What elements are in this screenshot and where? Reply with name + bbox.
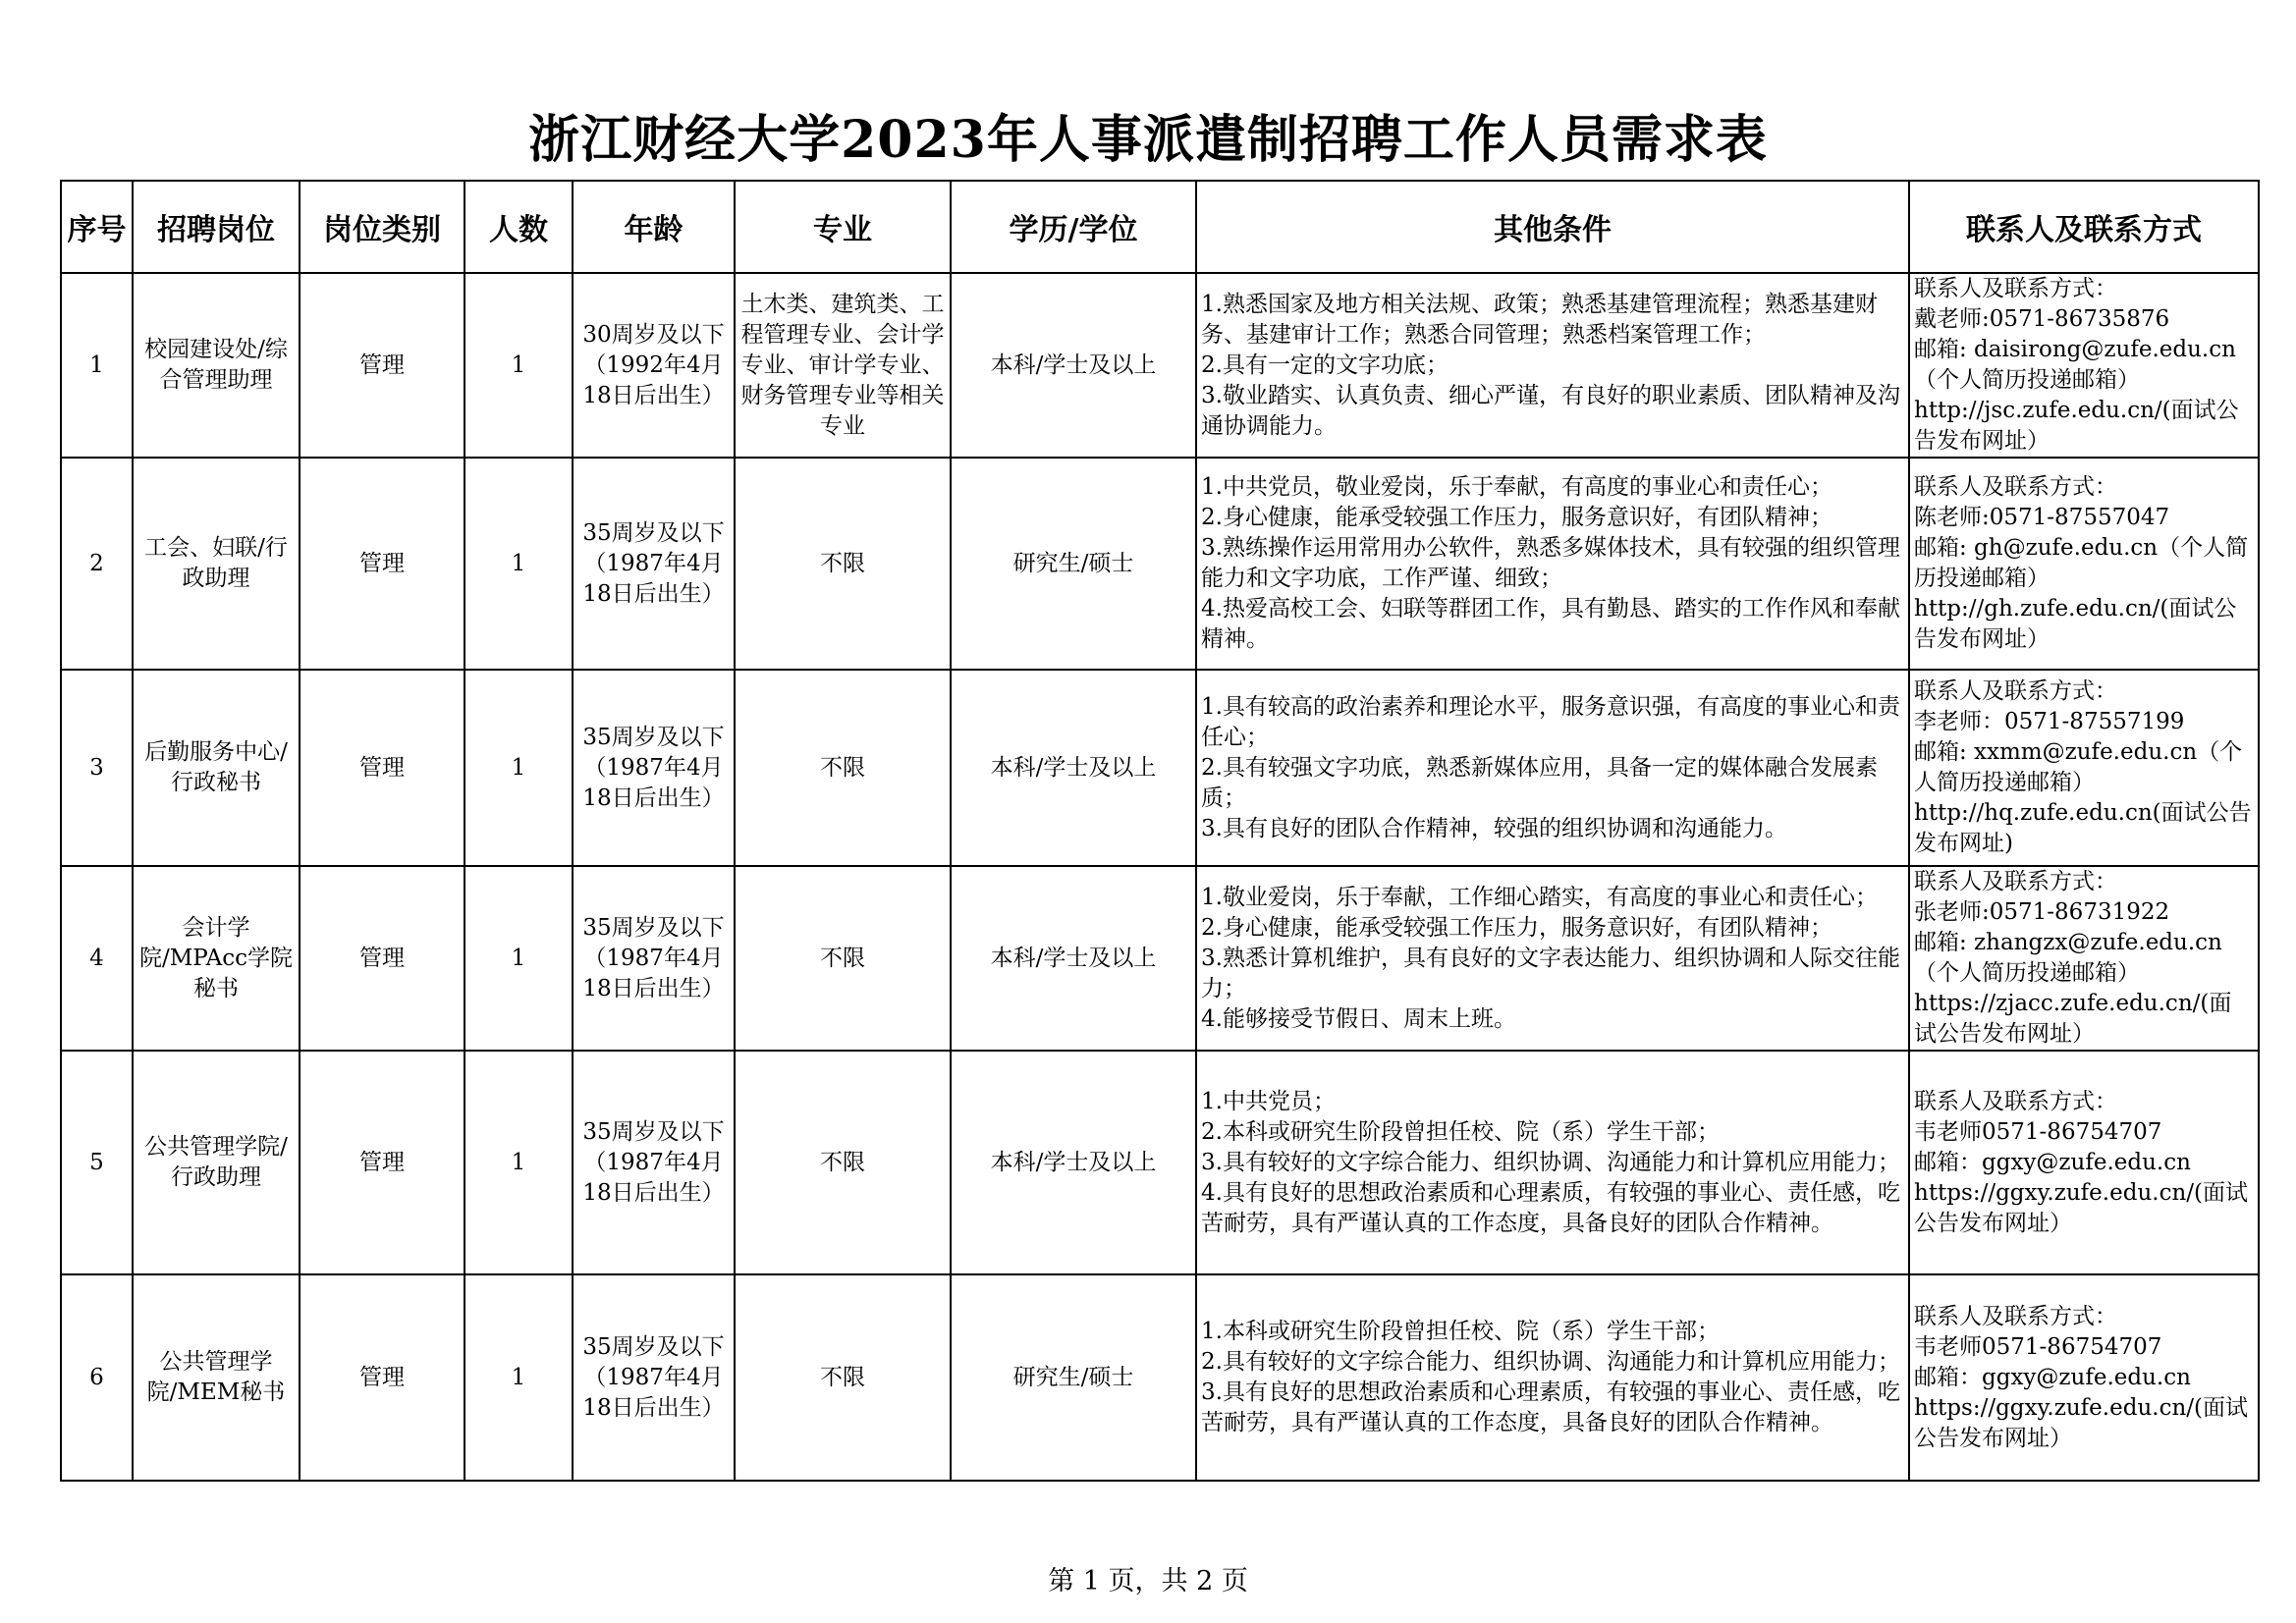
contact-label: 联系人及联系方式： (1914, 869, 2117, 894)
condition-item: 1.敬业爱岗，乐于奉献，工作细心踏实，有高度的事业心和责任心； (1201, 884, 1878, 910)
contact-email: 邮箱：ggxy@zufe.edu.cn (1914, 1149, 2191, 1175)
header-no: 序号 (61, 181, 133, 273)
condition-item: 4.热爱高校工会、妇联等群团工作，具有勤恳、踏实的工作作风和奉献精神。 (1201, 596, 1900, 652)
cell-conditions (1196, 1051, 1909, 1274)
table-row (61, 866, 2259, 1051)
condition-item: 1.本科或研究生阶段曾担任校、院（系）学生干部； (1201, 1319, 1720, 1344)
recruitment-table (60, 180, 2260, 1482)
cell-category: 管理 (300, 866, 465, 1051)
cell-age: 35周岁及以下（1987年4月18日后出生） (573, 458, 735, 670)
condition-item: 3.具有较好的文字综合能力、组织协调、沟通能力和计算机应用能力； (1201, 1149, 1900, 1175)
cell-age: 35周岁及以下（1987年4月18日后出生） (573, 1051, 735, 1274)
cell-degree: 本科/学士及以上 (951, 1051, 1196, 1274)
header-degree: 学历/学位 (951, 181, 1196, 273)
header-contact: 联系人及联系方式 (1909, 181, 2259, 273)
contact-email: 邮箱：ggxy@zufe.edu.cn (1914, 1364, 2191, 1390)
cell-major: 不限 (735, 1274, 951, 1481)
contact-url: http://hq.zufe.edu.cn(面试公告发布网址) (1914, 800, 2252, 856)
cell-category: 管理 (300, 1051, 465, 1274)
contact-note: （个人简历投递邮箱） (1914, 367, 2140, 393)
contact-label: 联系人及联系方式： (1914, 1088, 2117, 1114)
cell-conditions (1196, 866, 1909, 1051)
cell-category: 管理 (300, 458, 465, 670)
contact-url: http://gh.zufe.edu.cn/(面试公告发布网址） (1914, 596, 2237, 652)
condition-item: 3.熟悉计算机维护，具有良好的文字表达能力、组织协调和人际交往能力； (1201, 945, 1900, 1001)
cell-major: 土木类、建筑类、工程管理专业、会计学专业、审计学专业、财务管理专业等相关专业 (735, 273, 951, 458)
cell-age: 30周岁及以下（1992年4月18日后出生） (573, 273, 735, 458)
cell-count: 1 (465, 458, 573, 670)
cell-no: 2 (61, 458, 133, 670)
header-count: 人数 (465, 181, 573, 273)
condition-item: 1.具有较高的政治素养和理论水平，服务意识强，有高度的事业心和责任心； (1201, 693, 1900, 750)
contact-label: 联系人及联系方式： (1914, 678, 2117, 704)
cell-contact (1909, 458, 2259, 670)
condition-item: 4.具有良好的思想政治素质和心理素质，有较强的事业心、责任感，吃苦耐劳，具有严谨认真的工作态度，具备良好的团队合作精神。 (1201, 1179, 1900, 1236)
header-category: 岗位类别 (300, 181, 465, 273)
contact-email: 邮箱: daisirong@zufe.edu.cn (1914, 337, 2236, 362)
condition-item: 2.身心健康，能承受较强工作压力，服务意识好，有团队精神； (1201, 505, 1832, 530)
contact-phone: 李老师：0571-87557199 (1914, 709, 2185, 734)
condition-item: 2.具有较强文字功底，熟悉新媒体应用，具备一定的媒体融合发展素质； (1201, 754, 1878, 811)
cell-degree: 研究生/硕士 (951, 458, 1196, 670)
contact-url: https://ggxy.zufe.edu.cn/(面试公告发布网址） (1914, 1394, 2248, 1451)
condition-item: 3.具有良好的思想政治素质和心理素质，有较强的事业心、责任感，吃苦耐劳，具有严谨认真的工作态度，具备良好的团队合作精神。 (1201, 1380, 1900, 1435)
cell-post: 后勤服务中心/行政秘书 (133, 670, 300, 866)
condition-item: 2.身心健康，能承受较强工作压力，服务意识好，有团队精神； (1201, 914, 1832, 941)
contact-label: 联系人及联系方式： (1914, 474, 2117, 500)
contact-url: http://jsc.zufe.edu.cn/(面试公告发布网址） (1914, 398, 2239, 454)
cell-post: 公共管理学院/MEM秘书 (133, 1274, 300, 1481)
cell-conditions (1196, 458, 1909, 670)
condition-item: 1.中共党员； (1201, 1088, 1336, 1114)
cell-no: 6 (61, 1274, 133, 1481)
cell-post: 校园建设处/综合管理助理 (133, 273, 300, 458)
cell-no: 4 (61, 866, 133, 1051)
condition-item: 2.具有一定的文字功底； (1201, 352, 1449, 378)
condition-item: 2.本科或研究生阶段曾担任校、院（系）学生干部； (1201, 1118, 1720, 1145)
cell-contact (1909, 670, 2259, 866)
contact-phone: 韦老师0571-86754707 (1914, 1333, 2162, 1360)
cell-conditions (1196, 273, 1909, 458)
cell-age: 35周岁及以下（1987年4月18日后出生） (573, 1274, 735, 1481)
contact-phone: 陈老师:0571-87557047 (1914, 505, 2170, 530)
cell-major: 不限 (735, 670, 951, 866)
cell-no: 3 (61, 670, 133, 866)
contact-url: https://zjacc.zufe.edu.cn/(面试公告发布网址） (1914, 991, 2232, 1047)
page-footer: 第 1 页，共 2 页 (1048, 1566, 1248, 1596)
cell-count: 1 (465, 1051, 573, 1274)
table-row (61, 1051, 2259, 1274)
cell-count: 1 (465, 273, 573, 458)
contact-phone: 戴老师:0571-86735876 (1914, 306, 2170, 332)
cell-contact (1909, 1274, 2259, 1481)
cell-degree: 本科/学士及以上 (951, 866, 1196, 1051)
cell-contact (1909, 273, 2259, 458)
header-post: 招聘岗位 (133, 181, 300, 273)
cell-major: 不限 (735, 1051, 951, 1274)
cell-category: 管理 (300, 273, 465, 458)
contact-email: 邮箱: zhangzx@zufe.edu.cn (1914, 930, 2222, 955)
cell-age: 35周岁及以下（1987年4月18日后出生） (573, 670, 735, 866)
contact-email: 邮箱: gh@zufe.edu.cn（个人简历投递邮箱） (1914, 535, 2249, 591)
cell-count: 1 (465, 866, 573, 1051)
condition-item: 4.能够接受节假日、周末上班。 (1201, 1005, 1516, 1032)
contact-phone: 张老师:0571-86731922 (1914, 899, 2170, 925)
header-age: 年龄 (573, 181, 735, 273)
page-title: 浙江财经大学2023年人事派遣制招聘工作人员需求表 (528, 110, 1768, 170)
contact-email: 邮箱: xxmm@zufe.edu.cn（个人简历投递邮箱） (1914, 739, 2243, 795)
cell-contact (1909, 866, 2259, 1051)
table-row (61, 273, 2259, 458)
cell-post: 工会、妇联/行政助理 (133, 458, 300, 670)
cell-degree: 研究生/硕士 (951, 1274, 1196, 1481)
cell-no: 1 (61, 273, 133, 458)
table-header-row (61, 181, 2259, 273)
cell-major: 不限 (735, 866, 951, 1051)
cell-conditions (1196, 1274, 1909, 1481)
cell-post: 公共管理学院/行政助理 (133, 1051, 300, 1274)
cell-conditions (1196, 670, 1909, 866)
contact-phone: 韦老师0571-86754707 (1914, 1118, 2162, 1145)
cell-category: 管理 (300, 1274, 465, 1481)
cell-major: 不限 (735, 458, 951, 670)
cell-contact (1909, 1051, 2259, 1274)
contact-note: （个人简历投递邮箱） (1914, 960, 2140, 986)
cell-no: 5 (61, 1051, 133, 1274)
cell-age: 35周岁及以下（1987年4月18日后出生） (573, 866, 735, 1051)
condition-item: 1.中共党员，敬业爱岗，乐于奉献，有高度的事业心和责任心； (1201, 474, 1832, 500)
contact-label: 联系人及联系方式： (1914, 1303, 2117, 1329)
cell-category: 管理 (300, 670, 465, 866)
condition-item: 3.具有良好的团队合作精神，较强的组织协调和沟通能力。 (1201, 815, 1787, 841)
contact-label: 联系人及联系方式： (1914, 276, 2117, 301)
cell-degree: 本科/学士及以上 (951, 273, 1196, 458)
contact-url: https://ggxy.zufe.edu.cn/(面试公告发布网址） (1914, 1179, 2248, 1236)
table-row (61, 1274, 2259, 1481)
table-row (61, 458, 2259, 670)
header-conditions: 其他条件 (1196, 181, 1909, 273)
condition-item: 3.熟练操作运用常用办公软件，熟悉多媒体技术，具有较强的组织管理能力和文字功底，工作严谨、细致； (1201, 535, 1900, 591)
cell-count: 1 (465, 1274, 573, 1481)
condition-item: 3.敬业踏实、认真负责、细心严谨，有良好的职业素质、团队精神及沟通协调能力。 (1201, 382, 1900, 439)
cell-degree: 本科/学士及以上 (951, 670, 1196, 866)
header-major: 专业 (735, 181, 951, 273)
cell-count: 1 (465, 670, 573, 866)
condition-item: 2.具有较好的文字综合能力、组织协调、沟通能力和计算机应用能力； (1201, 1349, 1900, 1375)
condition-item: 1.熟悉国家及地方相关法规、政策；熟悉基建管理流程；熟悉基建财务、基建审计工作；熟悉合同管理；熟悉档案管理工作； (1201, 291, 1878, 348)
cell-post: 会计学院/MPAcc学院秘书 (133, 866, 300, 1051)
table-row (61, 670, 2259, 866)
